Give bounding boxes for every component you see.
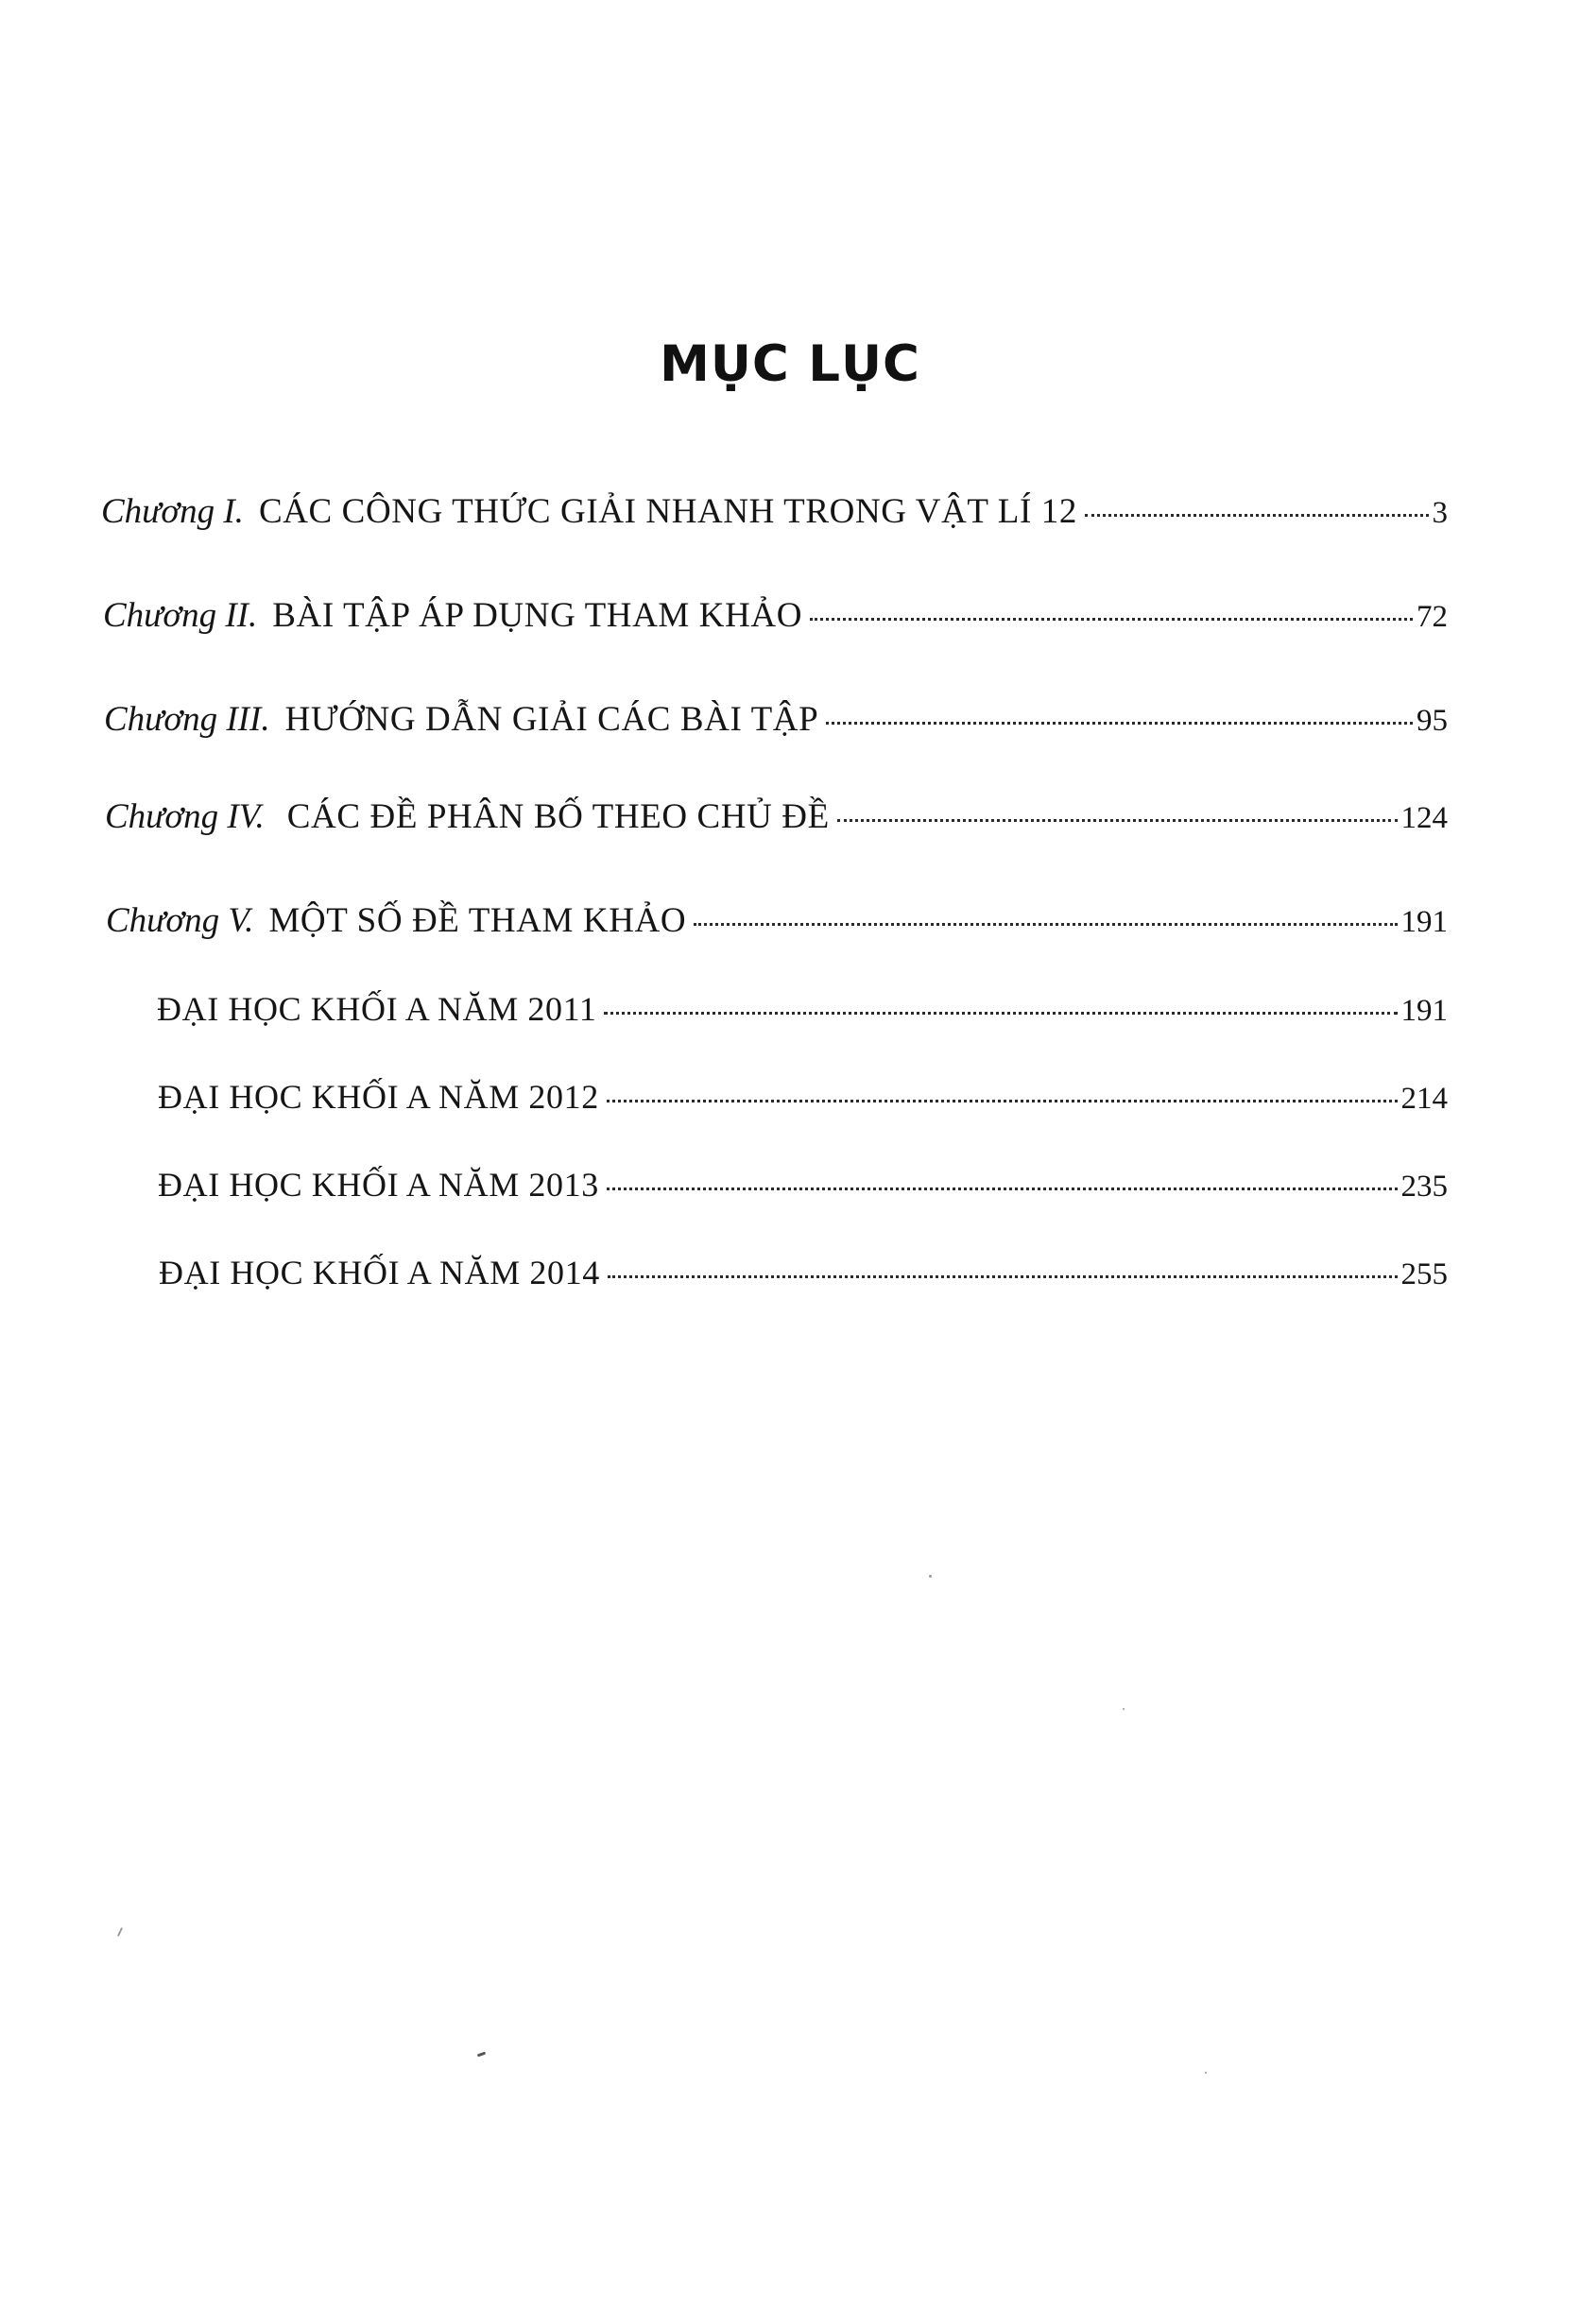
page-number: 124 xyxy=(1400,801,1448,835)
chapter-label: Chương V. xyxy=(106,901,254,940)
subentry-title: ĐẠI HỌC KHỐI A NĂM 2013 xyxy=(158,1166,599,1204)
dot-leader xyxy=(810,618,1413,621)
scan-speck xyxy=(929,1575,932,1578)
toc-subentry-2014[interactable] xyxy=(159,1253,1448,1309)
dot-leader xyxy=(1085,514,1429,517)
scan-speck xyxy=(477,2052,486,2058)
page-number: 3 xyxy=(1432,496,1448,530)
toc-subentry-2013[interactable] xyxy=(158,1165,1448,1222)
dot-leader xyxy=(604,1012,1397,1015)
chapter-title: MỘT SỐ ĐỀ THAM KHẢO xyxy=(268,901,687,940)
dot-leader xyxy=(694,923,1397,926)
chapter-title: BÀI TẬP ÁP DỤNG THAM KHẢO xyxy=(272,596,803,635)
page-number: 191 xyxy=(1400,905,1448,939)
page-number: 235 xyxy=(1400,1170,1448,1204)
page-number: 255 xyxy=(1400,1257,1448,1291)
toc-chapter-2[interactable] xyxy=(103,595,1448,652)
chapter-title: CÁC CÔNG THỨC GIẢI NHANH TRONG VẬT LÍ 12 xyxy=(258,492,1077,531)
page-number: 95 xyxy=(1417,704,1448,738)
scan-speck xyxy=(1205,2072,1207,2074)
toc-subentry-2012[interactable] xyxy=(158,1077,1448,1134)
page-number: 191 xyxy=(1400,994,1448,1028)
chapter-label: Chương I. xyxy=(101,492,244,531)
subentry-title: ĐẠI HỌC KHỐI A NĂM 2014 xyxy=(159,1254,600,1291)
toc-chapter-3[interactable] xyxy=(104,699,1448,756)
chapter-label: Chương II. xyxy=(103,596,258,635)
dot-leader xyxy=(826,722,1413,725)
subentry-title: ĐẠI HỌC KHỐI A NĂM 2011 xyxy=(157,990,597,1028)
dot-leader xyxy=(607,1188,1398,1190)
dot-leader xyxy=(837,819,1398,822)
toc-chapter-4[interactable] xyxy=(105,796,1448,853)
toc-chapter-1[interactable] xyxy=(101,491,1448,548)
page-number: 72 xyxy=(1417,600,1448,634)
scan-speck xyxy=(117,1927,123,1937)
page-title: MỤC LỤC xyxy=(660,335,920,393)
dot-leader xyxy=(608,1275,1398,1278)
chapter-title: CÁC ĐỀ PHÂN BỐ THEO CHỦ ĐỀ xyxy=(286,797,830,836)
chapter-label: Chương IV. xyxy=(105,797,265,836)
toc-subentry-2011[interactable] xyxy=(157,989,1448,1046)
scan-speck xyxy=(1123,1708,1125,1710)
dot-leader xyxy=(607,1100,1398,1102)
page-number: 214 xyxy=(1400,1082,1448,1116)
subentry-title: ĐẠI HỌC KHỐI A NĂM 2012 xyxy=(158,1078,599,1116)
chapter-title: HƯỚNG DẪN GIẢI CÁC BÀI TẬP xyxy=(284,700,819,739)
toc-chapter-5[interactable] xyxy=(106,900,1448,957)
chapter-label: Chương III. xyxy=(104,700,270,739)
